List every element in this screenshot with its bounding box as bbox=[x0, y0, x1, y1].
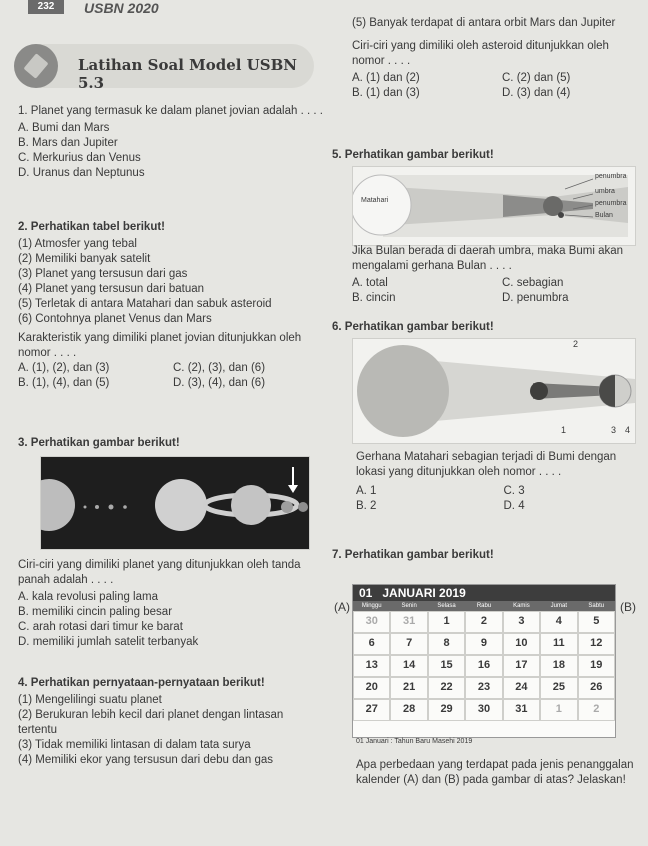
list-item: (2) Memiliki banyak satelit bbox=[18, 253, 151, 265]
question-number: 1. bbox=[18, 105, 28, 117]
question-number: 5. bbox=[332, 149, 342, 161]
weekday: Jumat bbox=[550, 603, 568, 609]
calendar-day-cell: 15 bbox=[428, 655, 465, 677]
calendar-day-cell: 30 bbox=[353, 611, 390, 633]
page-number: 232 bbox=[28, 0, 64, 14]
eclipse-diagram bbox=[352, 166, 636, 246]
option-a: A. Bumi dan Mars bbox=[18, 122, 110, 134]
question-text: Karakteristik yang dimiliki planet jovian ditunjukkan oleh nomor . . . . bbox=[18, 332, 302, 359]
calendar-day-cell: 6 bbox=[353, 633, 390, 655]
eclipse-svg bbox=[353, 167, 635, 245]
calendar-day-cell: 7 bbox=[390, 633, 427, 655]
calendar-month-number: 01 bbox=[359, 586, 373, 600]
calendar-day-cell: 21 bbox=[390, 677, 427, 699]
list-item: (5) Terletak di antara Matahari dan sabuk asteroid bbox=[18, 298, 272, 310]
weekday: Rabu bbox=[476, 603, 492, 609]
section-title: Latihan Soal Model USBN 5.3 bbox=[78, 56, 297, 92]
option-d: D. penumbra bbox=[502, 292, 569, 304]
option-b: B. memiliki cincin paling besar bbox=[18, 606, 173, 618]
calendar-day-cell: 27 bbox=[353, 699, 390, 721]
option-c: C. (2) dan (5) bbox=[502, 72, 571, 84]
calendar-day-cell: 5 bbox=[578, 611, 615, 633]
calendar-day-cell: 13 bbox=[353, 655, 390, 677]
question-number: 7. bbox=[332, 549, 342, 561]
calendar-day-cell: 9 bbox=[465, 633, 502, 655]
calendar-day-cell: 2 bbox=[465, 611, 502, 633]
calendar-day-cell: 26 bbox=[578, 677, 615, 699]
question-text: Apa perbedaan yang terdapat pada jenis penanggalan kalender (A) dan (B) pada gambar di atas? Jelaskan! bbox=[356, 759, 634, 786]
calendar-day-cell: 28 bbox=[390, 699, 427, 721]
calendar-day-cell: 2 bbox=[578, 699, 615, 721]
calendar-day-cell: 3 bbox=[503, 611, 540, 633]
option-b: B. Mars dan Jupiter bbox=[18, 137, 118, 149]
question-intro: Perhatikan gambar berikut! bbox=[30, 437, 180, 449]
question-5-intro bbox=[332, 148, 632, 163]
weekday: Minggu bbox=[361, 603, 382, 609]
option-d: D. (3), (4), dan (6) bbox=[173, 377, 266, 389]
question-number: 4. bbox=[18, 677, 28, 689]
calendar-day-cell: 12 bbox=[578, 633, 615, 655]
option-c: C. arah rotasi dari timur ke barat bbox=[18, 621, 183, 633]
option-a: A. (1), (2), dan (3) bbox=[18, 362, 110, 374]
option-c: C. Merkurius dan Venus bbox=[18, 152, 141, 164]
question-number: 3. bbox=[18, 437, 28, 449]
label-a: (A) bbox=[334, 600, 350, 614]
calendar-day-cell: 18 bbox=[540, 655, 577, 677]
question-7-intro bbox=[332, 548, 632, 563]
question-text: Ciri-ciri yang dimiliki oleh asteroid ditunjukkan oleh nomor . . . . bbox=[352, 40, 609, 67]
calendar-weekdays bbox=[353, 601, 615, 611]
option-b: B. cincin bbox=[352, 292, 396, 304]
list-item: (4) Memiliki ekor yang tersusun dari debu dan gas bbox=[18, 754, 274, 766]
question-3 bbox=[18, 558, 323, 650]
question-1 bbox=[18, 104, 323, 181]
calendar-day-cell: 11 bbox=[540, 633, 577, 655]
umbra-label: umbra bbox=[595, 188, 615, 195]
penumbra-label: penumbra bbox=[595, 173, 627, 180]
option-b: B. 2 bbox=[356, 500, 377, 512]
question-6-intro bbox=[332, 320, 632, 335]
calendar-day-cell: 1 bbox=[540, 699, 577, 721]
calendar-day-cell: 22 bbox=[428, 677, 465, 699]
planets-illustration bbox=[40, 456, 310, 550]
option-d: D. 4 bbox=[503, 500, 525, 512]
weekday: Senin bbox=[401, 603, 417, 609]
pencil-icon bbox=[14, 44, 58, 88]
option-a: A. (1) dan (2) bbox=[352, 72, 420, 84]
list-item: (2) Berukuran lebih kecil dari planet dengan lintasan tertentu bbox=[18, 709, 284, 736]
calendar-day-cell: 8 bbox=[428, 633, 465, 655]
list-item: (1) Atmosfer yang tebal bbox=[18, 238, 137, 250]
question-text: Gerhana Matahari sebagian terjadi di Bumi dengan lokasi yang ditunjukkan oleh nomor . . . . bbox=[356, 451, 617, 478]
option-d: D. memiliki jumlah satelit terbanyak bbox=[18, 636, 199, 648]
calendar-day-cell: 31 bbox=[503, 699, 540, 721]
calendar-day-cell: 4 bbox=[540, 611, 577, 633]
label-3: 3 bbox=[611, 425, 617, 435]
weekday: Selasa bbox=[437, 603, 456, 609]
option-d: D. Uranus dan Neptunus bbox=[18, 167, 145, 179]
question-7 bbox=[356, 758, 644, 788]
page-header: USBN 2020 bbox=[84, 0, 159, 16]
arrow-icon bbox=[288, 485, 298, 493]
label-1: 1 bbox=[561, 425, 567, 435]
calendar-grid bbox=[353, 611, 615, 721]
label-4: 4 bbox=[625, 425, 631, 435]
list-item: (6) Contohnya planet Venus dan Mars bbox=[18, 313, 212, 325]
question-text: Ciri-ciri yang dimiliki planet yang ditunjukkan oleh tanda panah adalah . . . . bbox=[18, 559, 301, 586]
option-a: A. total bbox=[352, 277, 388, 289]
question-text: Jika Bulan berada di daerah umbra, maka Bumi akan mengalami gerhana Bulan . . . . bbox=[352, 245, 624, 272]
calendar-day-cell: 29 bbox=[428, 699, 465, 721]
calendar-day-cell: 17 bbox=[503, 655, 540, 677]
list-item: (3) Planet yang tersusun dari gas bbox=[18, 268, 188, 280]
question-intro: Perhatikan gambar berikut! bbox=[344, 549, 494, 561]
calendar-day-cell: 25 bbox=[540, 677, 577, 699]
penumbra-label: penumbra bbox=[595, 200, 627, 207]
question-5 bbox=[352, 244, 642, 306]
calendar-day-cell: 14 bbox=[390, 655, 427, 677]
solar-eclipse-svg bbox=[353, 339, 635, 443]
option-c: C. 3 bbox=[503, 485, 525, 497]
calendar-header bbox=[353, 585, 615, 601]
calendar-day-cell: 31 bbox=[390, 611, 427, 633]
list-item: (1) Mengelilingi suatu planet bbox=[18, 694, 162, 706]
option-b: B. (1) dan (3) bbox=[352, 87, 420, 99]
planets-svg bbox=[41, 457, 309, 549]
question-4 bbox=[18, 676, 323, 768]
question-intro: Perhatikan gambar berikut! bbox=[344, 149, 494, 161]
calendar-day-cell: 20 bbox=[353, 677, 390, 699]
calendar-day-cell: 30 bbox=[465, 699, 502, 721]
question-2 bbox=[18, 220, 318, 391]
label-2: 2 bbox=[573, 339, 579, 349]
calendar-month: JANUARI 2019 bbox=[382, 586, 466, 600]
calendar-day-cell: 10 bbox=[503, 633, 540, 655]
solar-eclipse-diagram bbox=[352, 338, 636, 444]
calendar bbox=[352, 584, 616, 738]
question-3-intro bbox=[18, 436, 318, 451]
sun-label: Matahari bbox=[361, 197, 389, 204]
question-text: Planet yang termasuk ke dalam planet jovian adalah . . . . bbox=[30, 105, 323, 117]
question-number: 6. bbox=[332, 321, 342, 333]
weekday: Sabtu bbox=[588, 603, 605, 609]
moon-label: Bulan bbox=[595, 212, 613, 219]
list-item: (5) Banyak terdapat di antara orbit Mars dan Jupiter bbox=[352, 17, 616, 29]
option-b: B. (1), (4), dan (5) bbox=[18, 377, 110, 389]
calendar-day-cell: 1 bbox=[428, 611, 465, 633]
option-c: C. (2), (3), dan (6) bbox=[173, 362, 266, 374]
option-a: A. kala revolusi paling lama bbox=[18, 591, 158, 603]
question-intro: Perhatikan pernyataan-pernyataan berikut! bbox=[30, 677, 265, 689]
option-a: A. 1 bbox=[356, 485, 377, 497]
section-banner bbox=[14, 44, 314, 92]
weekday: Kamis bbox=[513, 603, 530, 609]
list-item: (4) Planet yang tersusun dari batuan bbox=[18, 283, 205, 295]
calendar-day-cell: 24 bbox=[503, 677, 540, 699]
calendar-day-cell: 16 bbox=[465, 655, 502, 677]
question-6 bbox=[356, 450, 641, 514]
option-d: D. (3) dan (4) bbox=[502, 87, 571, 99]
label-b: (B) bbox=[620, 600, 636, 614]
question-intro: Perhatikan tabel berikut! bbox=[30, 221, 166, 233]
option-c: C. sebagian bbox=[502, 277, 564, 289]
list-item: (3) Tidak memiliki lintasan di dalam tata surya bbox=[18, 739, 251, 751]
calendar-day-cell: 23 bbox=[465, 677, 502, 699]
question-intro: Perhatikan gambar berikut! bbox=[344, 321, 494, 333]
calendar-day-cell: 19 bbox=[578, 655, 615, 677]
question-number: 2. bbox=[18, 221, 28, 233]
calendar-caption: 01 Januari : Tahun Baru Masehi 2019 bbox=[356, 738, 473, 745]
question-4-continued bbox=[352, 16, 642, 101]
